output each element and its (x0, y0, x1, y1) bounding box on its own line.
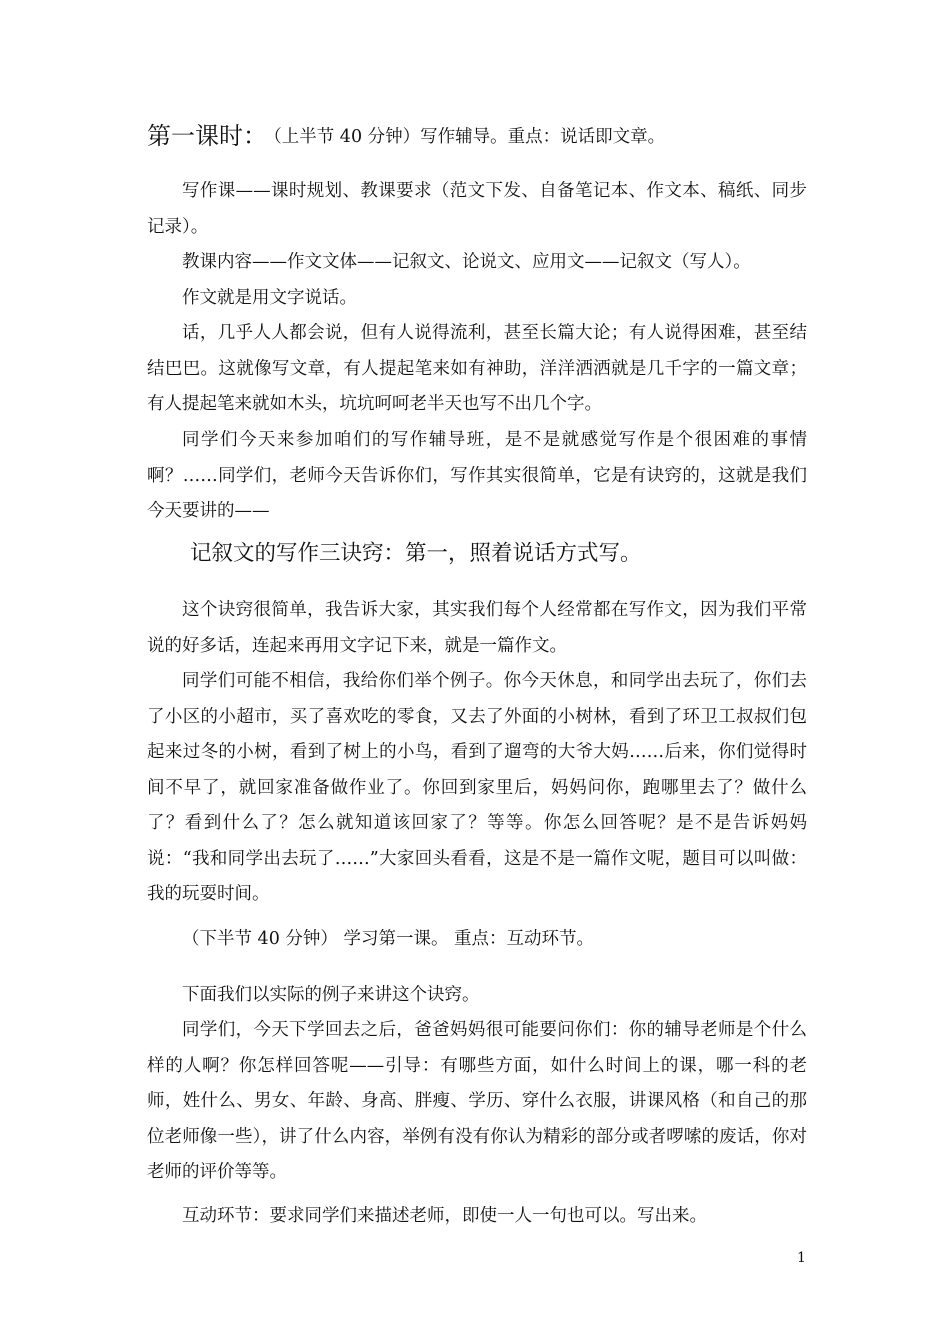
paragraph-interaction: 互动环节：要求同学们来描述老师，即使一人一句也可以。写出来。 (182, 1206, 707, 1226)
paragraph-course-plan: 写作课——课时规划、教课要求（范文下发、自备笔记本、作文本、稿纸、同步记录）。 (147, 181, 807, 237)
paragraph-example: 同学们可能不相信，我给你们举个例子。你今天休息，和同学出去玩了，你们去了小区的小超市，买了喜欢吃的零食，又去了外面的小树林，看到了环卫工叔叔们包起来过冬的小树，看到了树上的小鸟，看到了遛弯的大爷大妈……后来，你们觉得时间不早了，就回家准备做作业了。你回到家里后，妈妈问你，跑哪里去了？做什么了？看到什么了？怎么就知道该回家了？等等。你怎么回答呢？是不是告诉妈妈说：“我和同学出去玩了……”大家回头看看，这是不是一篇作文呢，题目可以叫做：我的玩耍时间。 (147, 671, 807, 904)
paragraph-teacher-question: 同学们，今天下学回去之后，爸爸妈妈很可能要问你们：你的辅导老师是个什么样的人啊？你怎样回答呢——引导：有哪些方面，如什么时间上的课，哪一科的老师，姓什么、男女、年龄、身高、胖瘦、学历、穿什么衣服，讲课风格（和自己的那位老师像一些），讲了什么内容，举例有没有你认为精彩的部分或者啰嗦的废话，你对老师的评价等等。 (147, 1020, 807, 1182)
paragraph-content: 教课内容——作文文体——记叙文、论说文、应用文——记叙文（写人）。 (182, 252, 751, 272)
page-number: 1 (797, 1250, 806, 1266)
paragraph-speaking: 话，几乎人人都会说，但有人说得流利，甚至长篇大论；有人说得困难，甚至结结巴巴。这就像写文章，有人提起笔来如有神助，洋洋洒洒就是几千字的一篇文章；有人提起笔来就如木头，坑坑呵呵老半天也写不出几个字。 (147, 323, 807, 414)
second-half-heading: （下半节 40 分钟） 学习第一课。 重点：互动环节。 (182, 929, 595, 949)
paragraph-secret-explained: 这个诀窍很简单，我告诉大家，其实我们每个人经常都在写作文，因为我们平常说的好多话，连起来再用文字记下来，就是一篇作文。 (147, 600, 807, 656)
paragraph-intro: 同学们今天来参加咱们的写作辅导班，是不是就感觉写作是个很困难的事情啊？……同学们，老师今天告诉你们，写作其实很简单，它是有诀窍的，这就是我们今天要讲的—— (147, 430, 807, 521)
lesson-title: 第一课时： (147, 122, 267, 150)
paragraph-practical: 下面我们以实际的例子来讲这个诀窍。 (182, 985, 480, 1005)
lesson-detail: （上半节 40 分钟）写作辅导。重点：说话即文章。 (273, 127, 666, 147)
secret-heading: 记叙文的写作三诀窍：第一，照着说话方式写。 (190, 541, 642, 566)
paragraph-definition: 作文就是用文字说话。 (182, 288, 357, 308)
lesson-heading (147, 116, 665, 151)
